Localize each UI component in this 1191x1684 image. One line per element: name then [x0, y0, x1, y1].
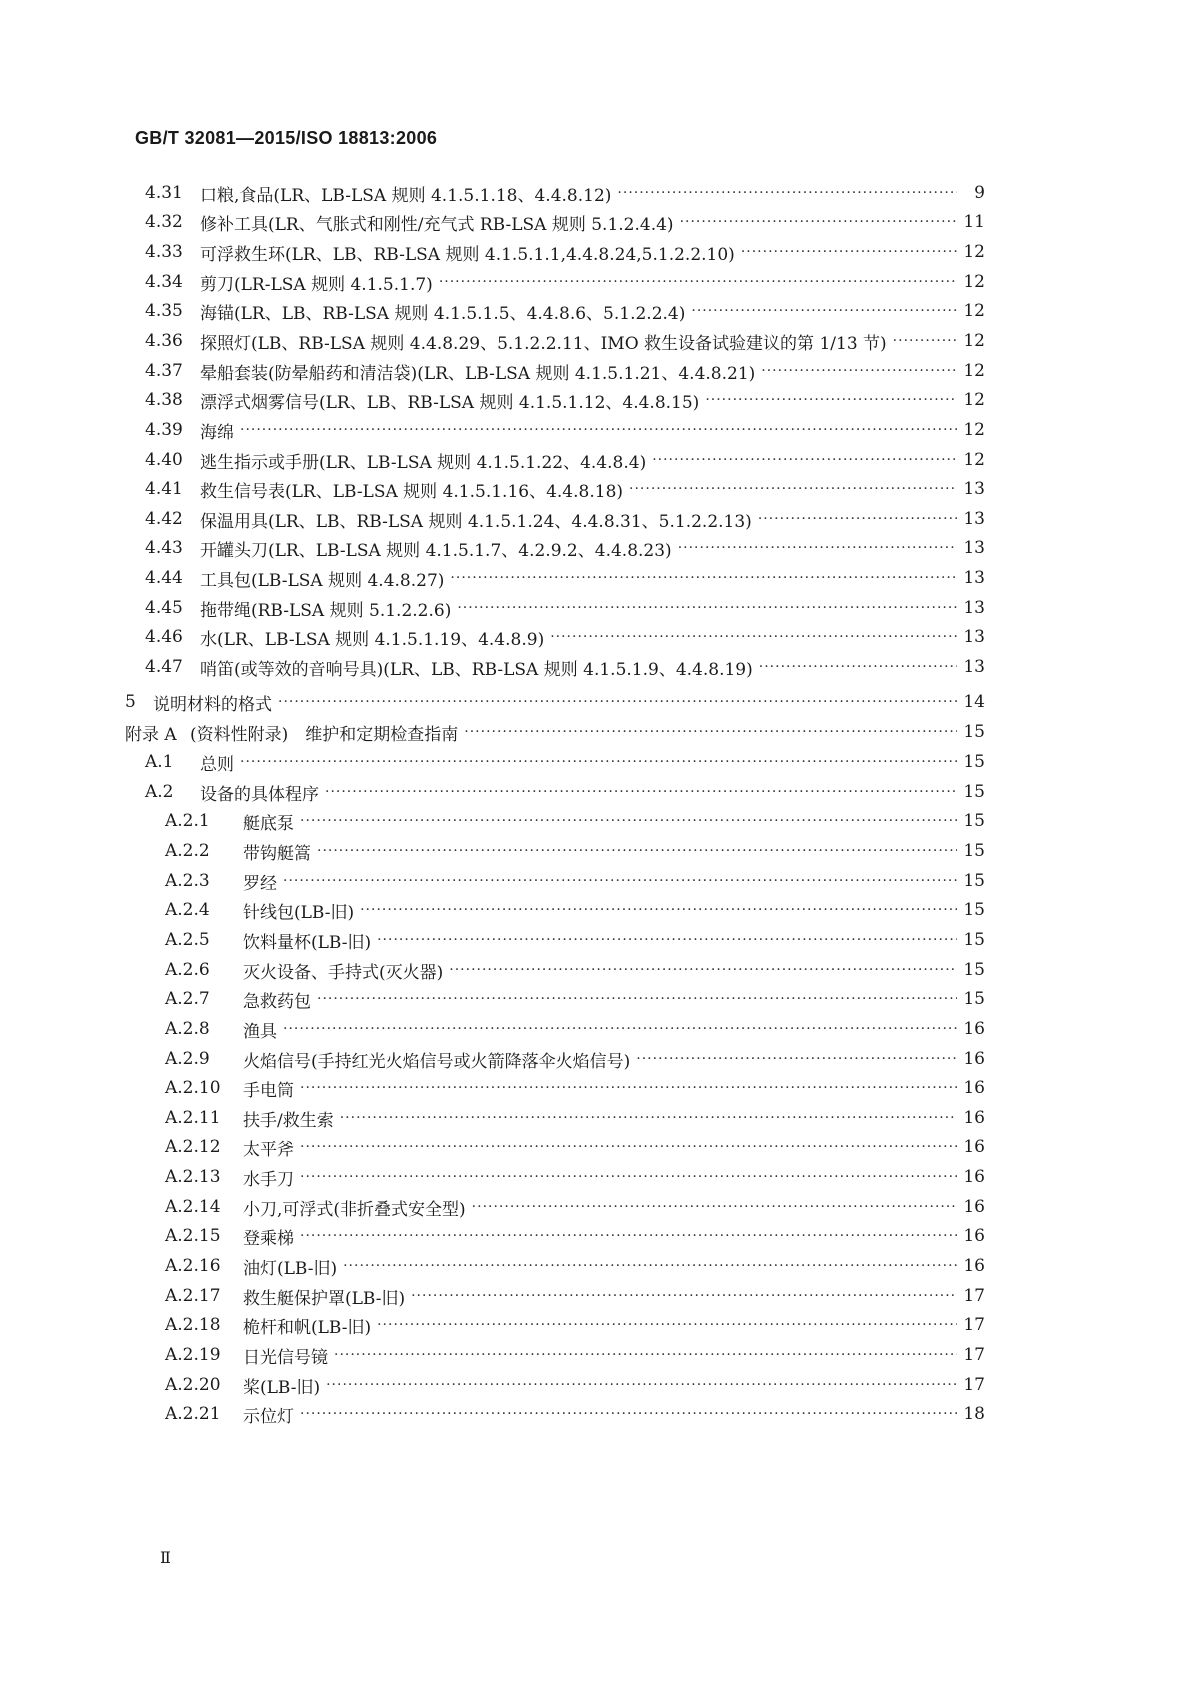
dot-leader [300, 1169, 957, 1185]
toc-entry-number: A.2.8 [165, 1019, 210, 1039]
toc-entry[interactable] [165, 1310, 985, 1340]
toc-entry-title: 水(LR、LB-LSA 规则 4.1.5.1.19、4.4.8.9) [200, 629, 545, 650]
toc-entry-number: A.2.11 [165, 1108, 221, 1128]
dot-leader [377, 932, 957, 948]
toc-entry-number: A.2.21 [165, 1404, 221, 1424]
toc-entry[interactable] [145, 178, 985, 208]
toc-entry-page: 16 [963, 1226, 985, 1246]
toc-entry-page: 15 [963, 930, 985, 950]
toc-entry-title: 海绵 [200, 422, 234, 443]
toc-entry-page: 13 [963, 509, 985, 529]
dot-leader [680, 214, 957, 230]
toc-entry-page: 12 [963, 361, 985, 381]
toc-entry-page: 18 [963, 1404, 985, 1424]
toc-entry-number: 4.32 [145, 212, 183, 232]
toc-entry-page: 13 [963, 479, 985, 499]
toc-entry[interactable] [145, 474, 985, 504]
toc-entry-number: 4.46 [145, 627, 183, 647]
toc-entry-page: 16 [963, 1256, 985, 1276]
toc-entry-number: 4.45 [145, 598, 183, 618]
toc-entry-page: 15 [963, 960, 985, 980]
toc-entry-number: A.2.1 [165, 811, 210, 831]
toc-entry-title: 哨笛(或等效的音响号具)(LR、LB、RB-LSA 规则 4.1.5.1.9、4.4.8.19) [200, 659, 753, 680]
dot-leader [325, 784, 957, 800]
toc-entry[interactable] [145, 267, 985, 297]
toc-entry[interactable] [145, 593, 985, 623]
toc-entry-page: 15 [963, 841, 985, 861]
dot-leader [317, 843, 957, 859]
toc-entry-title: 桅杆和帆(LB-旧) [243, 1317, 372, 1338]
toc-entry-page: 16 [963, 1167, 985, 1187]
toc-entry[interactable] [145, 652, 985, 682]
toc-entry[interactable] [145, 563, 985, 593]
toc-entry-title: 总则 [200, 754, 234, 775]
toc-entry-title: 设备的具体程序 [200, 784, 319, 805]
dot-leader [741, 244, 957, 260]
dot-leader [240, 422, 957, 438]
toc-entry-number: A.2.3 [165, 871, 210, 891]
toc-entry-title: 登乘梯 [243, 1228, 294, 1249]
toc-entry-page: 15 [963, 900, 985, 920]
toc-entry-number: 5 [125, 692, 136, 712]
toc-entry-page: 15 [963, 722, 985, 742]
toc-entry-title: 拖带绳(RB-LSA 规则 5.1.2.2.6) [200, 600, 452, 621]
toc-entry-page: 15 [963, 782, 985, 802]
dot-leader [317, 991, 957, 1007]
toc-entry-number: 4.36 [145, 331, 183, 351]
toc-entry-title: 晕船套装(防晕船药和清洁袋)(LR、LB-LSA 规则 4.1.5.1.21、4.4.8.21) [200, 363, 756, 384]
toc-entry-page: 12 [963, 390, 985, 410]
dot-leader [300, 1139, 957, 1155]
toc-entry-title: 开罐头刀(LR、LB-LSA 规则 4.1.5.1.7、4.2.9.2、4.4.8.23) [200, 540, 672, 561]
toc-entry-page: 13 [963, 568, 985, 588]
dot-leader [758, 511, 957, 527]
toc-entry-title: 探照灯(LB、RB-LSA 规则 4.4.8.29、5.1.2.2.11、IMO 救生设备试验建议的第 1/13 节) [200, 333, 887, 354]
toc-entry-number: 4.41 [145, 479, 183, 499]
toc-entry-number: 附录 A [125, 724, 177, 745]
toc-entry-page: 9 [974, 183, 985, 203]
dot-leader [457, 600, 957, 616]
toc-entry[interactable] [165, 1192, 985, 1222]
toc-entry[interactable] [165, 1103, 985, 1133]
toc-entry-page: 16 [963, 1049, 985, 1069]
toc-entry-title: 手电筒 [243, 1080, 294, 1101]
toc-entry[interactable] [145, 207, 985, 237]
toc-entry-page: 16 [963, 1108, 985, 1128]
toc-entry-number: A.2.5 [165, 930, 210, 950]
toc-entry-number: 4.37 [145, 361, 183, 381]
toc-entry-number: 4.42 [145, 509, 183, 529]
toc-entry-title: 带钩艇篙 [243, 843, 311, 864]
toc-entry-title: 急救药包 [243, 991, 311, 1012]
toc-entry-number: A.2.6 [165, 960, 210, 980]
toc-entry[interactable] [145, 504, 985, 534]
toc-entry[interactable] [165, 955, 985, 985]
dot-leader [300, 1406, 957, 1422]
toc-entry-number: 4.38 [145, 390, 183, 410]
dot-leader [629, 481, 957, 497]
toc-entry-page: 12 [963, 450, 985, 470]
toc-entry[interactable] [165, 1370, 985, 1400]
dot-leader [334, 1347, 957, 1363]
toc-entry[interactable] [125, 687, 985, 717]
toc-entry-title: 说明材料的格式 [153, 694, 272, 715]
toc-entry-page: 16 [963, 1137, 985, 1157]
toc-entry-number: A.2.20 [165, 1375, 221, 1395]
toc-entry[interactable] [145, 415, 985, 445]
toc-entry[interactable] [165, 1044, 985, 1074]
toc-entry[interactable] [145, 326, 985, 356]
toc-entry-number: A.2.18 [165, 1315, 221, 1335]
dot-leader [300, 1228, 957, 1244]
toc-entry-title: 小刀,可浮式(非折叠式安全型) [243, 1199, 466, 1220]
toc-entry-number: A.1 [145, 752, 174, 772]
toc-entry[interactable] [165, 1251, 985, 1281]
toc-entry-title: 救生信号表(LR、LB-LSA 规则 4.1.5.1.16、4.4.8.18) [200, 481, 624, 502]
dot-leader [678, 540, 957, 556]
toc-entry-page: 13 [963, 598, 985, 618]
dot-leader [472, 1199, 957, 1215]
toc-entry[interactable] [165, 895, 985, 925]
toc-entry-title: 艇底泵 [243, 813, 294, 834]
toc-entry[interactable] [165, 984, 985, 1014]
dot-leader [636, 1051, 957, 1067]
toc-entry-number: A.2.12 [165, 1137, 221, 1157]
dot-leader [377, 1317, 957, 1333]
toc-entry-page: 13 [963, 657, 985, 677]
toc-entry[interactable] [145, 237, 985, 267]
toc-entry-title: 太平斧 [243, 1139, 294, 1160]
toc-entry-number: A.2.16 [165, 1256, 221, 1276]
toc-entry-title: 救生艇保护罩(LB-旧) [243, 1288, 406, 1309]
toc-entry[interactable] [125, 717, 985, 747]
toc-entry-page: 15 [963, 871, 985, 891]
toc-entry-page: 17 [963, 1345, 985, 1365]
toc-entry[interactable] [145, 445, 985, 475]
toc-entry-page: 16 [963, 1078, 985, 1098]
toc-entry-title: 渔具 [243, 1021, 277, 1042]
dot-leader [761, 363, 957, 379]
toc-entry-page: 12 [963, 420, 985, 440]
toc-entry-number: A.2.7 [165, 989, 210, 1009]
toc-entry-page: 15 [963, 811, 985, 831]
toc-entry-number: A.2.4 [165, 900, 210, 920]
dot-leader [278, 694, 957, 710]
toc-entry[interactable] [165, 836, 985, 866]
toc-entry-title: 海锚(LR、LB、RB-LSA 规则 4.1.5.1.5、4.4.8.6、5.1.2.2.4) [200, 303, 686, 324]
dot-leader [300, 813, 957, 829]
dot-leader [449, 962, 957, 978]
toc-entry-title: 饮料量杯(LB-旧) [243, 932, 372, 953]
toc-entry-page: 12 [963, 272, 985, 292]
dot-leader [411, 1288, 957, 1304]
toc-entry-title: 油灯(LB-旧) [243, 1258, 338, 1279]
toc-entry-number: A.2.15 [165, 1226, 221, 1246]
toc-entry-page: 16 [963, 1197, 985, 1217]
toc-entry-number: A.2 [145, 782, 174, 802]
toc-entry-page: 12 [963, 242, 985, 262]
toc-entry-title: 火焰信号(手持红光火焰信号或火箭降落伞火焰信号) [243, 1051, 631, 1072]
toc-entry-number: A.2.2 [165, 841, 210, 861]
dot-leader [893, 333, 957, 349]
toc-entry-number: A.2.19 [165, 1345, 221, 1365]
dot-leader [300, 1080, 957, 1096]
toc-entry-title: 日光信号镜 [243, 1347, 328, 1368]
toc-entry-page: 17 [963, 1286, 985, 1306]
dot-leader [705, 392, 957, 408]
toc-entry-title: 水手刀 [243, 1169, 294, 1190]
toc-entry-title: 工具包(LB-LSA 规则 4.4.8.27) [200, 570, 445, 591]
dot-leader [326, 1377, 957, 1393]
dot-leader [439, 274, 957, 290]
toc-entry[interactable] [165, 1132, 985, 1162]
toc-entry-number: A.2.14 [165, 1197, 221, 1217]
toc-entry-number: 4.40 [145, 450, 183, 470]
toc-entry-page: 13 [963, 538, 985, 558]
toc-entry[interactable] [145, 777, 985, 807]
toc-entry-title: 桨(LB-旧) [243, 1377, 321, 1398]
dot-leader [283, 1021, 957, 1037]
dot-leader [343, 1258, 957, 1274]
toc-entry-title: 罗经 [243, 873, 277, 894]
toc-entry-number: A.2.10 [165, 1078, 221, 1098]
toc-entry[interactable] [145, 296, 985, 326]
toc-entry-page: 12 [963, 331, 985, 351]
toc-entry-title: (资料性附录) 维护和定期检查指南 [190, 724, 459, 745]
dot-leader [340, 1110, 957, 1126]
toc-entry-title: 可浮救生环(LR、LB、RB-LSA 规则 4.1.5.1.1,4.4.8.24,5.1.2.2.10) [200, 244, 735, 265]
toc-entry[interactable] [165, 1162, 985, 1192]
dot-leader [464, 724, 957, 740]
toc-entry-title: 剪刀(LR-LSA 规则 4.1.5.1.7) [200, 274, 433, 295]
dot-leader [283, 873, 957, 889]
standard-number-header: GB/T 32081—2015/ISO 18813:2006 [135, 128, 438, 148]
toc-entry[interactable] [145, 622, 985, 652]
toc-entry-number: 4.35 [145, 301, 183, 321]
dot-leader [240, 754, 957, 770]
dot-leader [617, 185, 957, 201]
dot-leader [652, 452, 957, 468]
toc-entry-number: 4.39 [145, 420, 183, 440]
toc-entry[interactable] [145, 356, 985, 386]
toc-entry[interactable] [165, 866, 985, 896]
toc-entry-page: 16 [963, 1019, 985, 1039]
dot-leader [360, 902, 957, 918]
toc-entry-title: 针线包(LB-旧) [243, 902, 355, 923]
toc-entry[interactable] [165, 806, 985, 836]
toc-entry-number: A.2.13 [165, 1167, 221, 1187]
toc-entry[interactable] [165, 1014, 985, 1044]
toc-entry-title: 修补工具(LR、气胀式和刚性/充气式 RB-LSA 规则 5.1.2.4.4) [200, 214, 674, 235]
toc-entry[interactable] [165, 1073, 985, 1103]
toc-entry[interactable] [145, 385, 985, 415]
toc-entry-page: 17 [963, 1375, 985, 1395]
toc-entry-number: 4.31 [145, 183, 183, 203]
toc-entry-title: 保温用具(LR、LB、RB-LSA 规则 4.1.5.1.24、4.4.8.31、5.1.2.2.13) [200, 511, 752, 532]
toc-entry-page: 15 [963, 989, 985, 1009]
toc-entry-title: 示位灯 [243, 1406, 294, 1427]
toc-entry-number: A.2.9 [165, 1049, 210, 1069]
toc-entry[interactable] [165, 1221, 985, 1251]
toc-entry[interactable] [165, 1281, 985, 1311]
page-number: Ⅱ [160, 1548, 171, 1567]
dot-leader [450, 570, 957, 586]
toc-entry-page: 12 [963, 301, 985, 321]
toc-entry-title: 灭火设备、手持式(灭火器) [243, 962, 444, 983]
dot-leader [759, 659, 957, 675]
toc-entry-page: 17 [963, 1315, 985, 1335]
toc-entry-number: 4.33 [145, 242, 183, 262]
toc-entry-title: 口粮,食品(LR、LB-LSA 规则 4.1.5.1.18、4.4.8.12) [200, 185, 612, 206]
dot-leader [550, 629, 957, 645]
toc-entry[interactable] [165, 925, 985, 955]
toc-entry-page: 11 [963, 212, 985, 232]
toc-entry-page: 13 [963, 627, 985, 647]
toc-entry-title: 漂浮式烟雾信号(LR、LB、RB-LSA 规则 4.1.5.1.12、4.4.8.15) [200, 392, 700, 413]
toc-entry[interactable] [145, 747, 985, 777]
toc-entry-title: 逃生指示或手册(LR、LB-LSA 规则 4.1.5.1.22、4.4.8.4) [200, 452, 647, 473]
toc-entry-page: 15 [963, 752, 985, 772]
toc-entry[interactable] [165, 1340, 985, 1370]
toc-entry-number: 4.44 [145, 568, 183, 588]
toc-entry-title: 扶手/救生索 [243, 1110, 334, 1131]
toc-entry[interactable] [165, 1399, 985, 1429]
dot-leader [691, 303, 957, 319]
toc-entry-number: 4.47 [145, 657, 183, 677]
toc-entry-number: 4.34 [145, 272, 183, 292]
toc-entry[interactable] [145, 533, 985, 563]
toc-entry-number: 4.43 [145, 538, 183, 558]
toc-entry-number: A.2.17 [165, 1286, 221, 1306]
toc-entry-page: 14 [963, 692, 985, 712]
